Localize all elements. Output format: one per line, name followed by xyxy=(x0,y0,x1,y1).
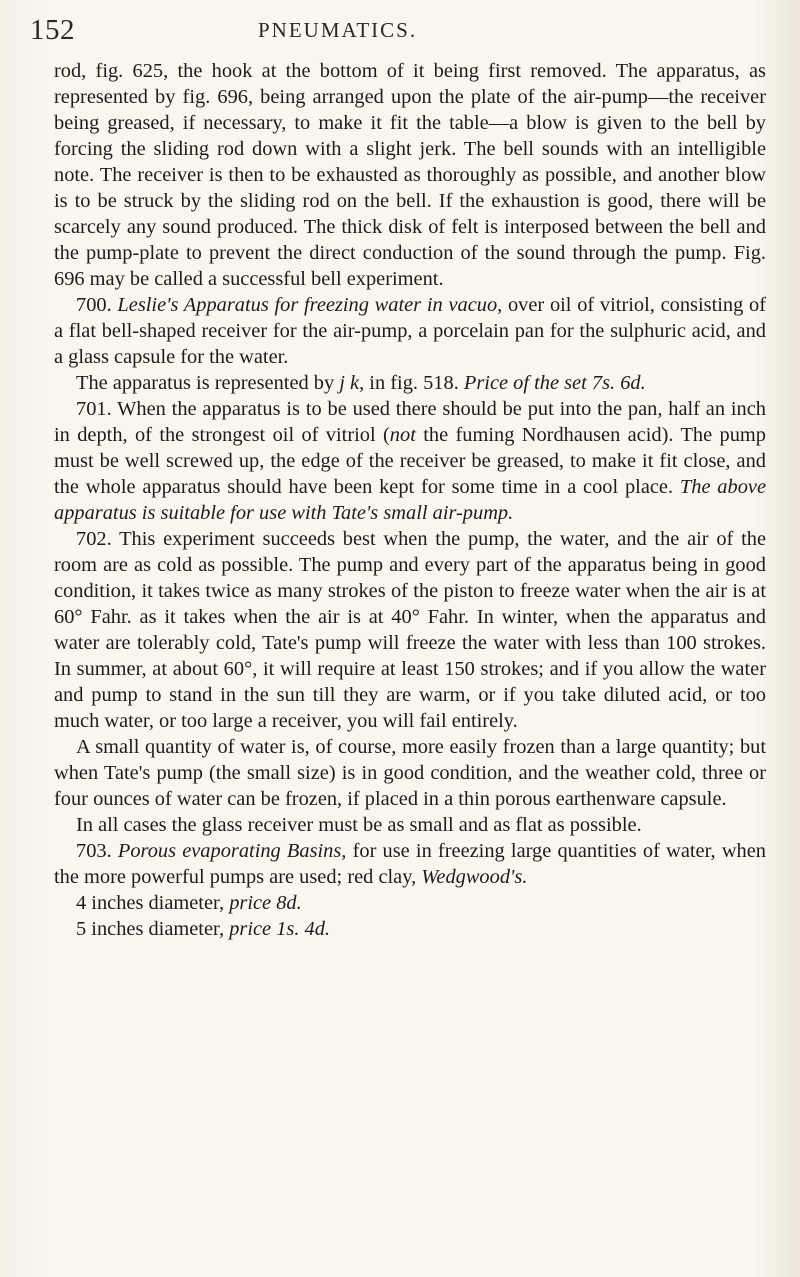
text-run: the fuming Nordhausen acid). The pump must be well screwed up, the edge of the receiver be greased, to make it fit close, and the whole apparatus should have been kept for some time in a cool place. xyxy=(54,424,766,498)
text-run: 701. When the apparatus is to be used there should be put into the pan, half an inch in depth, of the strongest oil of vitriol ( xyxy=(54,398,766,446)
text-run: 4 inches diameter, xyxy=(76,892,230,914)
text-run: for use in freezing large quantities of water, when the more powerful pumps are used; red clay, xyxy=(54,840,766,888)
price-label: Price of the set xyxy=(463,372,587,394)
text-run: over oil of vitriol, consisting of a flat bell-shaped receiver for the air-pump, a porcelain pan for the sulphuric acid, and a glass capsule for the water. xyxy=(54,294,767,368)
paragraph-receiver-note xyxy=(54,812,766,838)
maker-name: Wedgwood's. xyxy=(421,866,528,888)
paragraph-701 xyxy=(54,396,766,526)
text-run: A small quantity of water is, of course, more easily frozen than a large quantity; but when Tate's pump (the small size) is in good condition, and the weather cold, three or four ounces of water can be frozen, if placed in a thin porous earthenware capsule. xyxy=(54,736,766,810)
page-header xyxy=(0,14,800,54)
emphasis: not xyxy=(389,424,416,446)
figure-ref: j k, xyxy=(339,372,365,394)
price-line-4-inch xyxy=(54,890,766,916)
price-value: 1s. 4d. xyxy=(276,918,331,940)
price-label: price xyxy=(229,892,272,914)
section-number: 703. xyxy=(76,840,118,862)
text-run: in fig. 518. xyxy=(364,372,464,394)
section-number: 700. xyxy=(76,294,118,316)
running-head: PNEUMATICS. xyxy=(258,18,418,42)
item-title: Leslie's Apparatus for freezing water in vacuo, xyxy=(117,294,503,316)
price-value: 7s. 6d. xyxy=(591,372,646,394)
paragraph-700-price xyxy=(54,370,766,396)
paragraph-continuation xyxy=(54,58,766,292)
paragraph-small-quantity xyxy=(54,734,766,812)
price-label: price xyxy=(229,918,272,940)
paragraph-700 xyxy=(54,292,766,370)
page-number: 152 xyxy=(30,14,75,46)
note-italic: The above apparatus is suitable for use with Tate's small air-pump. xyxy=(54,476,766,524)
page-body xyxy=(54,58,766,942)
text-run: 702. This experiment succeeds best when the pump, the water, and the air of the room are as cold as possible. The pump and every part of the apparatus being in good condition, it takes twice as many strokes of the piston to freeze water when the air is at 60° Fahr. as it takes when the air is at 40° Fahr. In winter, when the apparatus and water are tolerably cold, Tate's pump will freeze the water with less than 100 strokes. In summer, at about 60°, it will require at least 150 strokes; and if you allow the water and pump to stand in the sun till they are warm, or if you take diluted acid, or too much water, or too large a receiver, you will fail entirely. xyxy=(54,528,766,732)
item-title: Porous evaporating Basins, xyxy=(117,840,347,862)
paragraph-703 xyxy=(54,838,766,890)
price-line-5-inch xyxy=(54,916,766,942)
text-run: In all cases the glass receiver must be as small and as flat as possible. xyxy=(76,814,642,836)
text-run: rod, fig. 625, the hook at the bottom of it being first removed. The apparatus, as represented by fig. 696, being arranged upon the plate of the air-pump—the receiver being greased, if necessary, to make it fit the table—a blow is given to the bell by forcing the sliding rod down with a slight jerk. The bell sounds with an intelligible note. The receiver is then to be exhausted as thoroughly as possible, and another blow is to be struck by the sliding rod on the bell. If the exhaustion is good, there will be scarcely any sound produced. The thick disk of felt is interposed between the bell and the pump-plate to prevent the direct conduction of the sound through the pump. Fig. 696 may be called a successful bell experiment. xyxy=(54,60,766,290)
text-run: The apparatus is represented by xyxy=(76,372,340,394)
text-run: 5 inches diameter, xyxy=(76,918,230,940)
price-value: 8d. xyxy=(276,892,302,914)
paragraph-702 xyxy=(54,526,766,734)
